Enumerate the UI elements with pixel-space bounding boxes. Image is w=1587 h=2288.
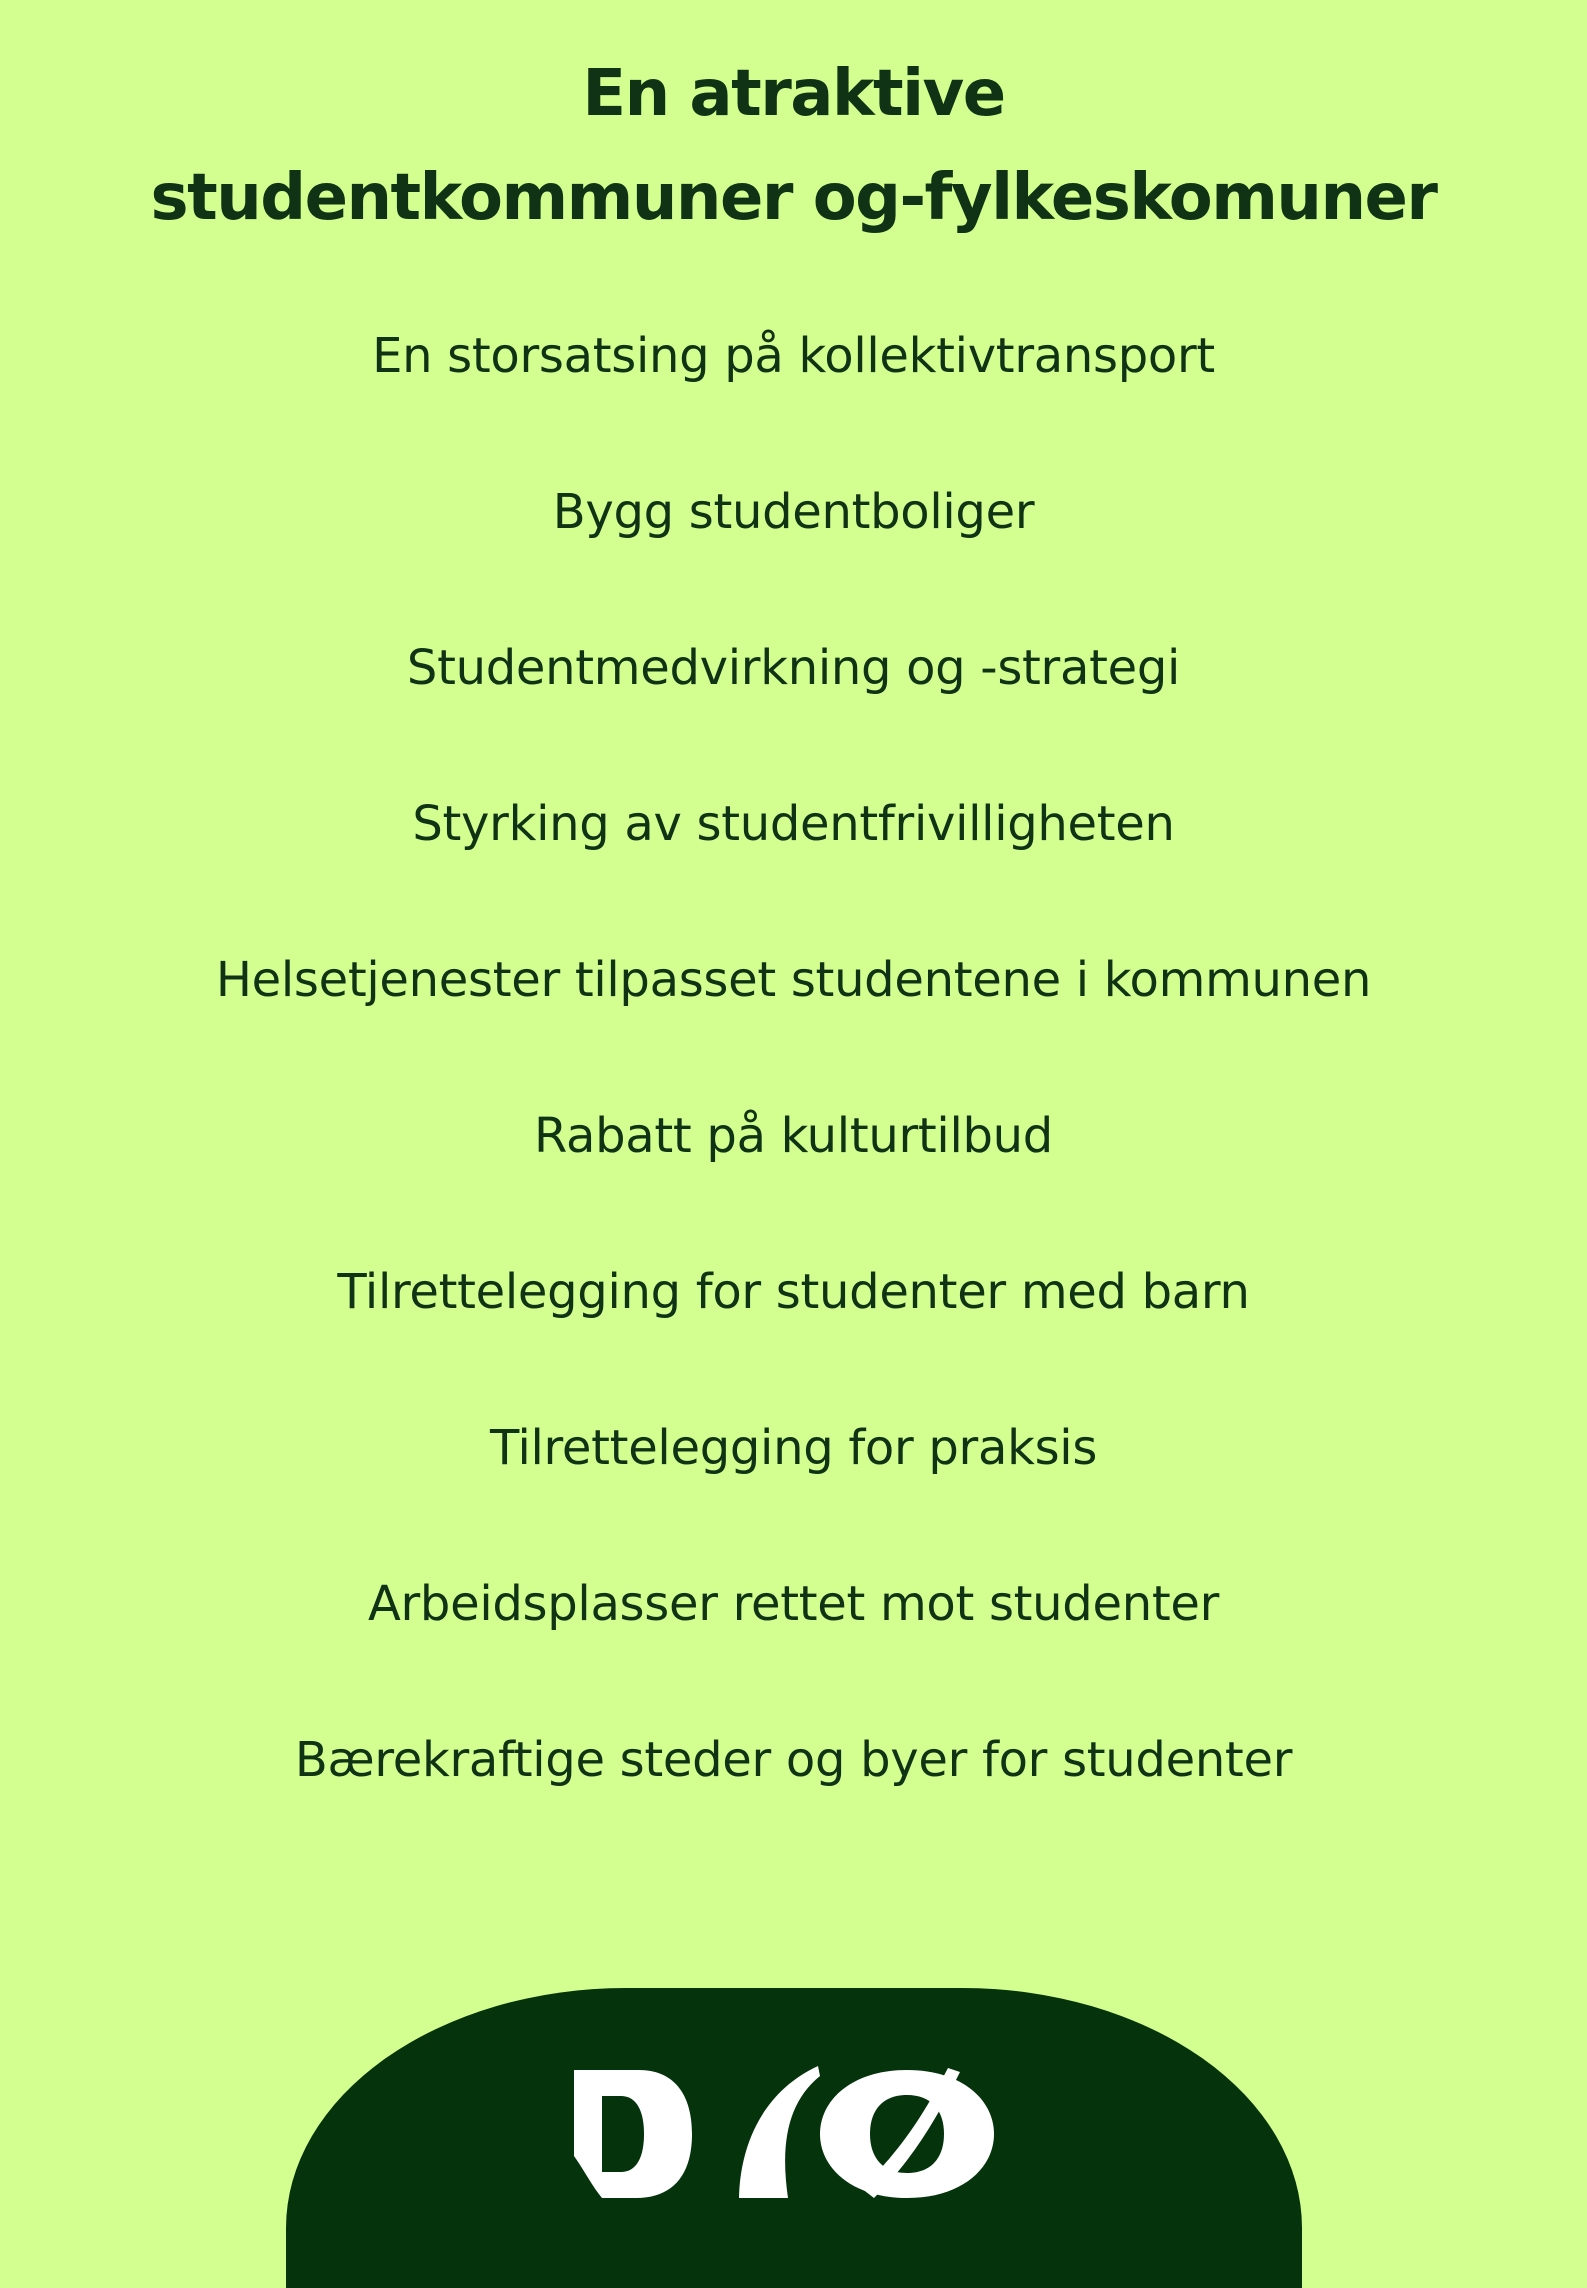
list-item: Helsetjenester tilpasset studentene i kommunen	[215, 952, 1372, 1008]
page-title-line-2: studentkommuner og-fylkeskomuner	[150, 161, 1437, 235]
list-item: En storsatsing på kollektivtransport	[372, 328, 1215, 384]
brand-footer-shape	[286, 1988, 1302, 2288]
list-item: Styrking av studentfrivilligheten	[412, 796, 1175, 852]
page-title-line-1: En atraktive	[582, 57, 1005, 131]
page-title	[0, 42, 1587, 250]
policy-list	[0, 316, 1587, 1876]
list-item: Bygg studentboliger	[552, 484, 1035, 540]
list-item: Rabatt på kulturtilbud	[534, 1108, 1053, 1164]
dso-logo-icon	[574, 2058, 1014, 2208]
list-item: Arbeidsplasser rettet mot studenter	[367, 1576, 1220, 1632]
list-item: Tilrettelegging for praksis	[489, 1420, 1098, 1476]
list-item: Tilrettelegging for studenter med barn	[337, 1264, 1250, 1320]
list-item: Studentmedvirkning og -strategi	[406, 640, 1181, 696]
list-item: Bærekraftige steder og byer for studenter	[294, 1732, 1293, 1788]
